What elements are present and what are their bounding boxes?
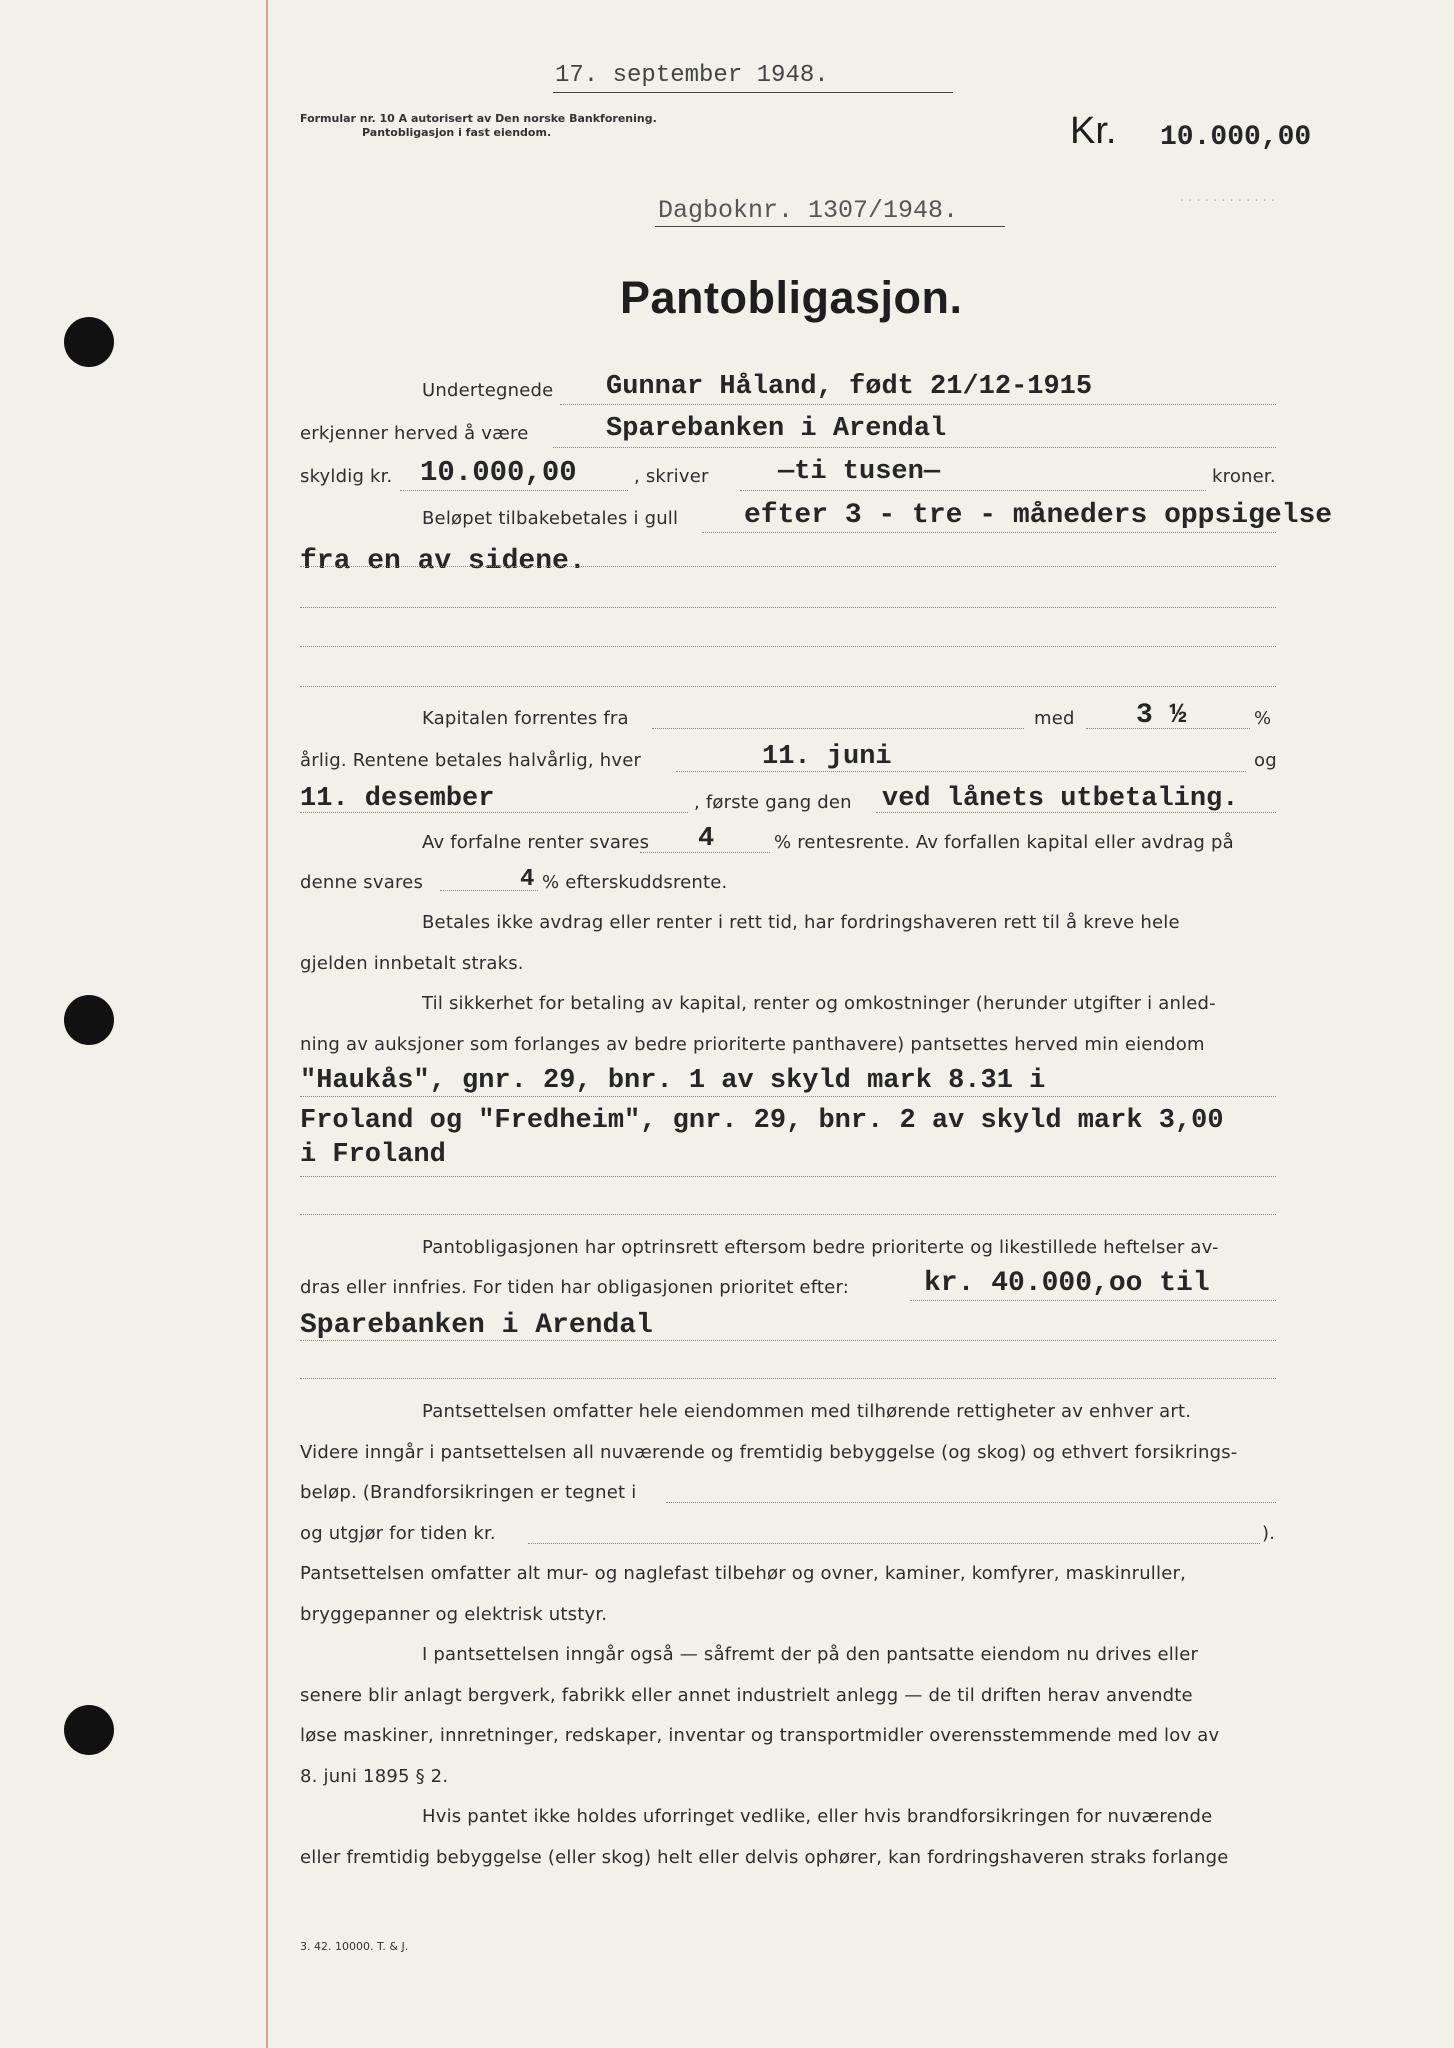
journal-underline — [655, 226, 1005, 227]
percent-sign: % — [1254, 708, 1272, 729]
p1-line2: gjelden innbetalt straks. — [300, 953, 524, 974]
repay-label: Beløpet tilbakebetales i gull — [422, 508, 679, 529]
repay-line1 — [702, 532, 1276, 533]
interest-rate: 3 ½ — [1136, 700, 1187, 731]
journal-number: Dagboknr. 1307/1948. — [658, 196, 959, 225]
priority-line-1 — [910, 1300, 1276, 1301]
property-rule-1 — [300, 1096, 1276, 1097]
blank-line-2 — [300, 646, 1276, 647]
writes-label: , skriver — [634, 466, 709, 487]
p4-line2: Videre inngår i pantsettelsen all nuværende og fremtidig bebyggelse (og skog) og ethvert forsikrings- — [300, 1442, 1238, 1463]
p6-line1: I pantsettelsen inngår også — såfremt der på den pantsatte eiendom nu drives eller — [422, 1644, 1199, 1665]
margin-rule — [266, 0, 268, 2048]
p1-line1: Betales ikke avdrag eller renter i rett tid, har fordringshaveren rett til å kreve hele — [422, 912, 1180, 933]
p3-line1: Pantobligasjonen har optrinsrett eftersom bedre prioriterte og likestillede heftelser av- — [422, 1237, 1219, 1258]
p5-line2: bryggepanner og elektrisk utstyr. — [300, 1604, 608, 1625]
p7-line1: Hvis pantet ikke holdes uforringet vedlike, eller hvis brandforsikringen for nuværende — [422, 1806, 1213, 1827]
payment-date-2-line — [300, 812, 688, 813]
insurance-amount-line — [528, 1543, 1260, 1544]
creditor-line — [553, 447, 1276, 448]
amount-value: 10.000,00 — [1160, 122, 1312, 153]
form-note-line1: Formular nr. 10 A autorisert av Den norske Bankforening. — [300, 112, 657, 125]
property-line3: i Froland — [300, 1140, 446, 1170]
date-underline — [553, 92, 953, 93]
binder-hole-top — [64, 317, 114, 367]
undersigned-line — [560, 404, 1276, 405]
page-title: Pantobligasjon. — [620, 272, 963, 323]
overdue-suffix: % rentesrente. Av forfallen kapital eller avdrag på — [774, 832, 1234, 853]
this-label: denne svares — [300, 872, 424, 893]
annual-label: årlig. Rentene betales halvårlig, hver — [300, 750, 642, 771]
capital-date-line — [652, 728, 1024, 729]
first-time-line — [876, 812, 1276, 813]
p4-line4-end: ). — [1262, 1523, 1276, 1544]
repay-value-line1: efter 3 - tre - måneders oppsigelse — [744, 500, 1333, 531]
p5-line1: Pantsettelsen omfatter alt mur- og naglefast tilbehør og ovner, kaminer, komfyrer, maskinruller, — [300, 1563, 1186, 1584]
first-time-label: , første gang den — [694, 792, 852, 813]
blank-line-3 — [300, 686, 1276, 687]
p6-line4: 8. juni 1895 § 2. — [300, 1766, 449, 1787]
writes-line — [740, 490, 1206, 491]
owe-label: skyldig kr. — [300, 466, 393, 487]
binder-hole-bottom — [64, 1705, 114, 1755]
kroner-label: kroner. — [1212, 466, 1276, 487]
priority-line-2 — [300, 1340, 1276, 1341]
property-rule-2 — [300, 1176, 1276, 1177]
late-suffix: % efterskuddsrente. — [542, 872, 728, 893]
owe-amount-line — [400, 490, 628, 491]
overdue-rate: 4 — [698, 824, 715, 854]
repay-line2 — [300, 566, 1276, 567]
payment-date-1: 11. juni — [762, 742, 892, 772]
property-rule-3 — [300, 1214, 1276, 1215]
writes-value: —ti tusen— — [778, 457, 941, 487]
insurance-line — [666, 1502, 1276, 1503]
priority-line-3 — [300, 1378, 1276, 1379]
overdue-rate-line — [640, 852, 770, 853]
late-rate-line — [440, 890, 538, 891]
owe-amount: 10.000,00 — [420, 456, 577, 489]
p4-line4: og utgjør for tiden kr. — [300, 1523, 496, 1544]
p2-line2: ning av auksjoner som forlanges av bedre prioriterte panthavere) pantsettes herved min eiendom — [300, 1034, 1205, 1055]
p6-line2: senere blir anlagt bergverk, fabrikk eller annet industrielt anlegg — de til driften herav anvendte — [300, 1685, 1193, 1706]
first-time-value: ved lånets utbetaling. — [882, 784, 1239, 814]
print-code: 3. 42. 10000. T. & J. — [300, 1940, 409, 1953]
undersigned-value: Gunnar Håland, født 21/12-1915 — [606, 372, 1093, 402]
form-note-line2: Pantobligasjon i fast eiendom. — [362, 126, 552, 139]
document-date: 17. september 1948. — [555, 62, 829, 89]
p6-line3: løse maskiner, innretninger, redskaper, inventar og transportmidler overensstemmende med lov av — [300, 1725, 1220, 1746]
interest-rate-line — [1086, 728, 1250, 729]
og-label: og — [1254, 750, 1277, 771]
capital-label: Kapitalen forrentes fra — [422, 708, 629, 729]
creditor-value: Sparebanken i Arendal — [606, 414, 947, 444]
payment-date-2: 11. desember — [300, 784, 495, 814]
p3-line2: dras eller innfries. For tiden har obligasjonen prioritet efter: — [300, 1277, 850, 1298]
binder-hole-middle — [64, 995, 114, 1045]
amount-label: Kr. — [1070, 110, 1117, 152]
late-rate: 4 — [520, 866, 535, 893]
repay-value-line2: fra en av sidene. — [300, 546, 586, 577]
p2-line1: Til sikkerhet for betaling av kapital, renter og omkostninger (herunder utgifter i anled- — [422, 993, 1216, 1014]
p4-line3: beløp. (Brandforsikringen er tegnet i — [300, 1482, 637, 1503]
priority-value-2: Sparebanken i Arendal — [300, 1310, 653, 1341]
p4-line1: Pantsettelsen omfatter hele eiendommen med tilhørende rettigheter av enhver art. — [422, 1401, 1192, 1422]
acknowledge-label: erkjenner herved å være — [300, 423, 529, 444]
undersigned-label: Undertegnede — [422, 380, 554, 401]
payment-date-1-line — [676, 771, 1246, 772]
priority-value-1: kr. 40.000,oo til — [924, 1268, 1210, 1299]
overdue-label: Av forfalne renter svares — [422, 832, 650, 853]
med-label: med — [1034, 708, 1075, 729]
blank-line-1 — [300, 607, 1276, 608]
p7-line2: eller fremtidig bebyggelse (eller skog) helt eller delvis ophører, kan fordringshaveren straks forlange — [300, 1847, 1229, 1868]
bleed-through-text: . . . . . . . . . . . . — [1180, 190, 1276, 205]
property-line2: Froland og "Fredheim", gnr. 29, bnr. 2 av skyld mark 3,00 — [300, 1106, 1224, 1136]
property-line1: "Haukås", gnr. 29, bnr. 1 av skyld mark 8.31 i — [300, 1066, 1046, 1096]
